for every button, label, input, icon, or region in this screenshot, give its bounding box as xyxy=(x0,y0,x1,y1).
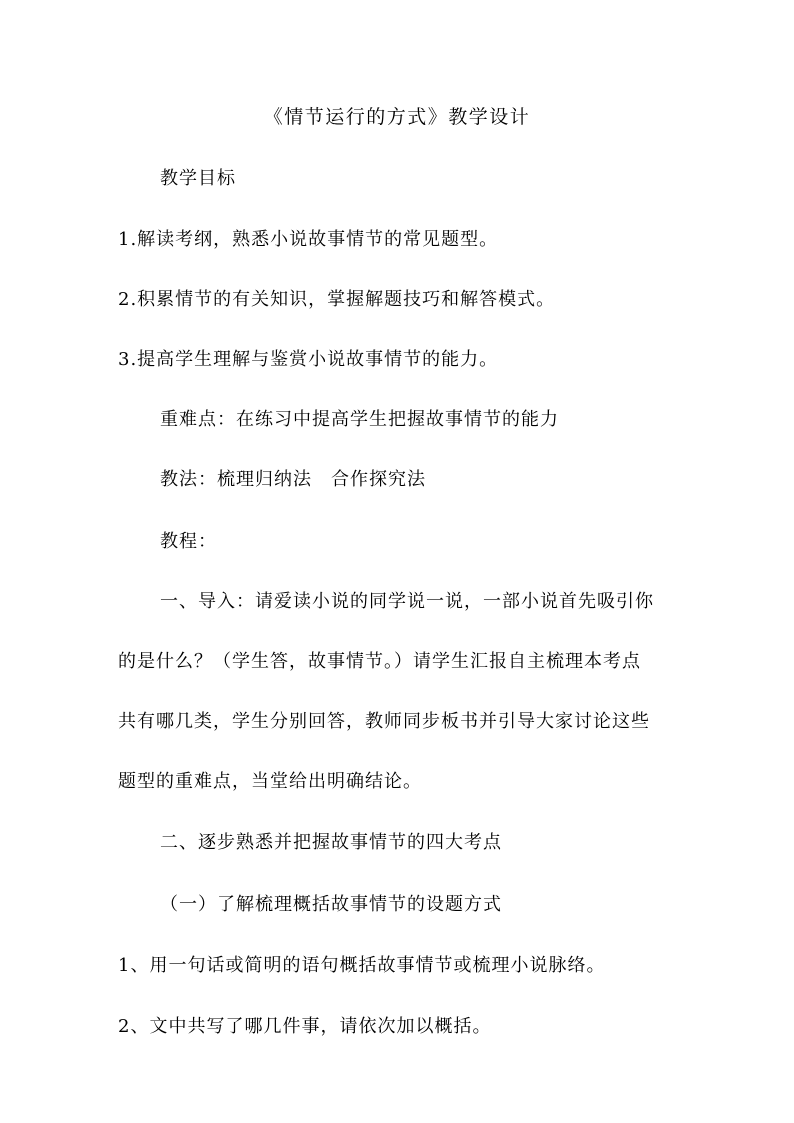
objective-item: 2.积累情节的有关知识，掌握解题技巧和解答模式。 xyxy=(118,289,556,310)
subsection-one-heading: （一）了解梳理概括故事情节的设题方式 xyxy=(160,894,502,915)
objective-item: 3.提高学生理解与鉴赏小说故事情节的能力。 xyxy=(118,349,499,370)
question-item: 2、文中共写了哪几件事，请依次加以概括。 xyxy=(118,1016,492,1037)
teaching-methods: 教法：梳理归纳法 合作探究法 xyxy=(160,469,426,490)
intro-paragraph-line: 题型的重难点，当堂给出明确结论。 xyxy=(118,771,422,792)
document-title: 《情节运行的方式》教学设计 xyxy=(263,106,531,128)
intro-paragraph-line: 共有哪几类，学生分别回答，教师同步板书并引导大家讨论这些 xyxy=(118,711,650,732)
intro-paragraph-line: 的是什么？（学生答，故事情节。）请学生汇报自主梳理本考点 xyxy=(118,651,641,672)
process-heading: 教程： xyxy=(160,531,217,552)
intro-paragraph-line: 一、导入：请爱读小说的同学说一说，一部小说首先吸引你 xyxy=(160,591,654,612)
objectives-heading: 教学目标 xyxy=(160,168,236,189)
section-two-heading: 二、逐步熟悉并把握故事情节的四大考点 xyxy=(160,832,502,853)
key-points: 重难点：在练习中提高学生把握故事情节的能力 xyxy=(160,409,559,430)
objective-item: 1.解读考纲，熟悉小说故事情节的常见题型。 xyxy=(118,229,499,250)
question-item: 1、用一句话或简明的语句概括故事情节或梳理小说脉络。 xyxy=(118,955,606,976)
